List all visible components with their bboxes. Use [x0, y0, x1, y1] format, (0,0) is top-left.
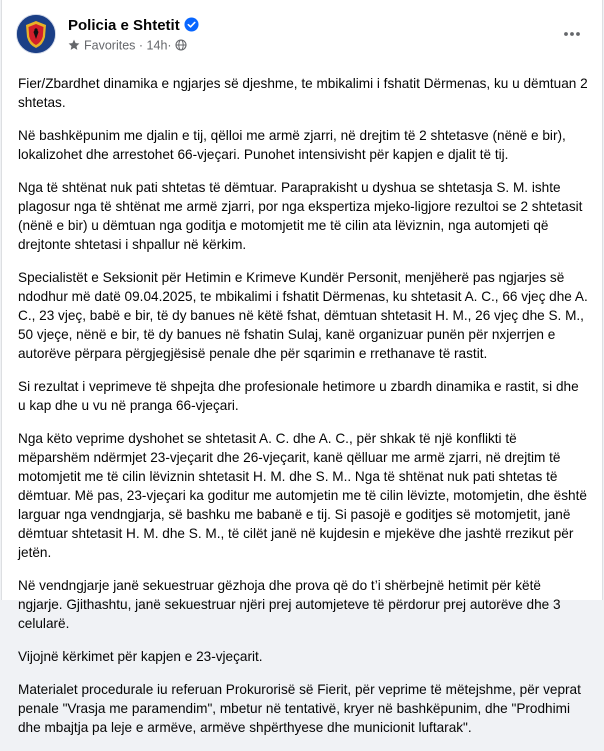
- post-paragraph: Fier/Zbardhet dinamika e ngjarjes së djeshme, te mbikalimi i fshatit Dërmenas, ku u dëmtuan 2 shtetas.: [18, 76, 588, 110]
- post-card: [1, 0, 603, 735]
- page-avatar[interactable]: [16, 14, 56, 54]
- verified-badge-icon: [184, 17, 199, 37]
- star-icon: [68, 39, 80, 55]
- post-header: [16, 14, 588, 58]
- post-paragraph: Materialet procedurale iu referuan Prokurorisë së Fierit, për veprime të mëtejshme, për veprat penale "Vrasja me paramendim", mbetur në tentativë, kryer në bashkëpunim, dhe "Prodhimi dhe mbajtja pa leje e armëve, armëve shpërthyese dhe municionit luftarak".: [18, 682, 581, 735]
- post-paragraph: Në vendngjarje janë sekuestruar gëzhoja dhe prova që do t’i shërbejnë hetimit për këtë ngjarje. Gjithashtu, janë sekuestruar njëri prej automjeteve të përdorur prej autorëve dhe 3 celularë.: [18, 578, 561, 631]
- post-paragraph: Vijojnë kërkimet për kapjen e 23-vjeçarit.: [18, 649, 263, 664]
- post-time[interactable]: 14h: [146, 38, 168, 53]
- more-options-button[interactable]: [558, 20, 586, 48]
- audience-label[interactable]: Favorites: [84, 38, 136, 53]
- post-paragraph: Në bashkëpunim me djalin e tij, qëlloi me armë zjarri, në drejtim të 2 shtetasve (nënë e bir), lokalizohet dhe arrestohet 66-vjeçari. Punohet intensivisht për kapjen e djalit të tij.: [18, 128, 566, 162]
- post-paragraph: Specialistët e Seksionit për Hetimin e Krimeve Kundër Personit, menjëherë pas ngjarjes së ndodhur më datë 09.04.2025, te mbikalimi i fshatit Dërmenas, ku shtetasit A. C., 66 vjeç dhe A. C., 23 vjeç, babë e bir, të dy banues në këtë fshat, dëmtuan shtetasit H. M., 26 vjeç dhe S. M., 50 vjeçe, nënë e bir, të dy banues në fshatin Sulaj, kanë organizuar punën për nxjerrjen e autorëve përpara përgjegjësisë penale dhe për sqarimin e rrethanave të rastit.: [18, 270, 588, 361]
- meta-separator: ·: [138, 38, 144, 53]
- globe-icon: [175, 39, 187, 55]
- post-body: [18, 74, 588, 751]
- meta-separator-2: ·: [167, 38, 172, 53]
- post-paragraph: Nga këto veprime dyshohet se shtetasit A. C. dhe A. C., për shkak të një konflikti të mëparshëm ndërmjet 23-vjeçarit dhe 26-vjeçarit, kanë qëlluar me armë zjarri, në drejtim të motomjetit me të cilin lëviznin shtetasit H. M. dhe S. M.. Nga të shtënat nuk pati shtetas të dëmtuar. Më pas, 23-vjeçari ka goditur me automjetin me të cilin lëvizte, motomjetin, dhe është larguar nga vendngjarja, së bashku me babanë e tij. Si pasojë e goditjes së motomjetit, janë dëmtuar shtetasit H. M. dhe S. M., të cilët janë në kujdesin e mjekëve dhe jashtë rrezikut për jetën.: [18, 431, 587, 560]
- post-paragraph: Si rezultat i veprimeve të shpejta dhe profesionale hetimore u zbardh dinamika e rastit, si dhe u kap dhe u vu në pranga 66-vjeçari.: [18, 379, 579, 413]
- more-options-icon: [562, 24, 582, 44]
- post-paragraph: Nga të shtënat nuk pati shtetas të dëmtuar. Paraprakisht u dyshua se shtetasja S. M. ishte plagosur nga të shtënat me armë zjarri, por nga ekspertiza mjeko-ligjore rezultoi se 2 shtetasit (nënë e bir) u dëmtuan nga goditja e motomjetit me të cilin ata lëviznin, nga automjeti që drejtonte shtetasi i shpallur në kërkim.: [18, 180, 583, 252]
- post-meta: [68, 37, 187, 55]
- page-name-text[interactable]: Policia e Shtetit: [68, 17, 180, 34]
- police-badge-icon: [17, 15, 55, 53]
- page-name[interactable]: [68, 16, 199, 37]
